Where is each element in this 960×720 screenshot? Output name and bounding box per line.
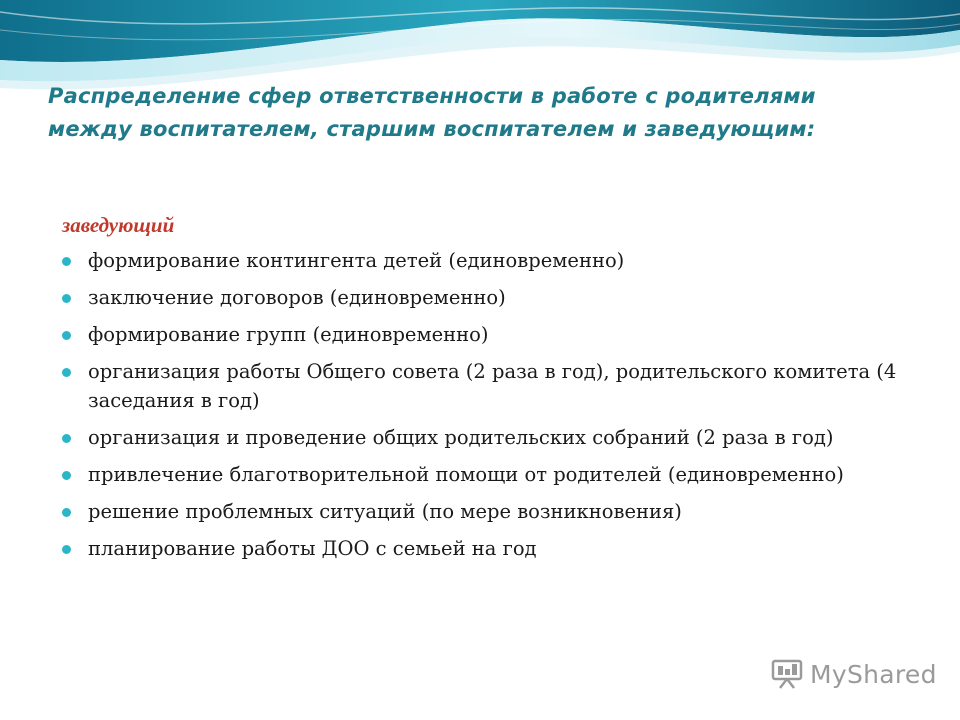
list-item [62, 497, 912, 526]
bullet-icon [62, 257, 71, 266]
bullet-icon [62, 294, 71, 303]
list-item-text: формирование контингента детей (единовременно) [88, 249, 625, 272]
list-item-text: формирование групп (единовременно) [88, 323, 489, 346]
list-item-text: организация работы Общего совета (2 раза в год), родительского комитета (4 заседания в год) [88, 360, 897, 412]
bullet-icon [62, 471, 71, 480]
list-item-text: привлечение благотворительной помощи от родителей (единовременно) [88, 463, 844, 486]
list-item-text: решение проблемных ситуаций (по мере возникновения) [88, 500, 682, 523]
list-item-text: заключение договоров (единовременно) [88, 286, 506, 309]
responsibility-list [62, 246, 912, 571]
bullet-icon [62, 331, 71, 340]
slide-title-line-1: Распределение сфер ответственности в работе с родителями [48, 84, 816, 108]
list-item [62, 534, 912, 563]
slide-title-line-2: между воспитателем, старшим воспитателем и заведующим: [48, 117, 816, 141]
list-item [62, 460, 912, 489]
list-item [62, 423, 912, 452]
myshared-watermark [770, 656, 937, 692]
role-heading: заведующий [62, 213, 175, 237]
slide-title [48, 80, 928, 146]
list-item [62, 357, 912, 415]
list-item-text: планирование работы ДОО с семьей на год [88, 537, 537, 560]
presentation-icon [770, 659, 804, 689]
bullet-icon [62, 545, 71, 554]
list-item [62, 246, 912, 275]
list-item [62, 320, 912, 349]
watermark-brand-text: MyShared [810, 659, 937, 689]
bullet-icon [62, 508, 71, 517]
bullet-icon [62, 434, 71, 443]
bullet-icon [62, 368, 71, 377]
list-item [62, 283, 912, 312]
list-item-text: организация и проведение общих родительских собраний (2 раза в год) [88, 426, 834, 449]
